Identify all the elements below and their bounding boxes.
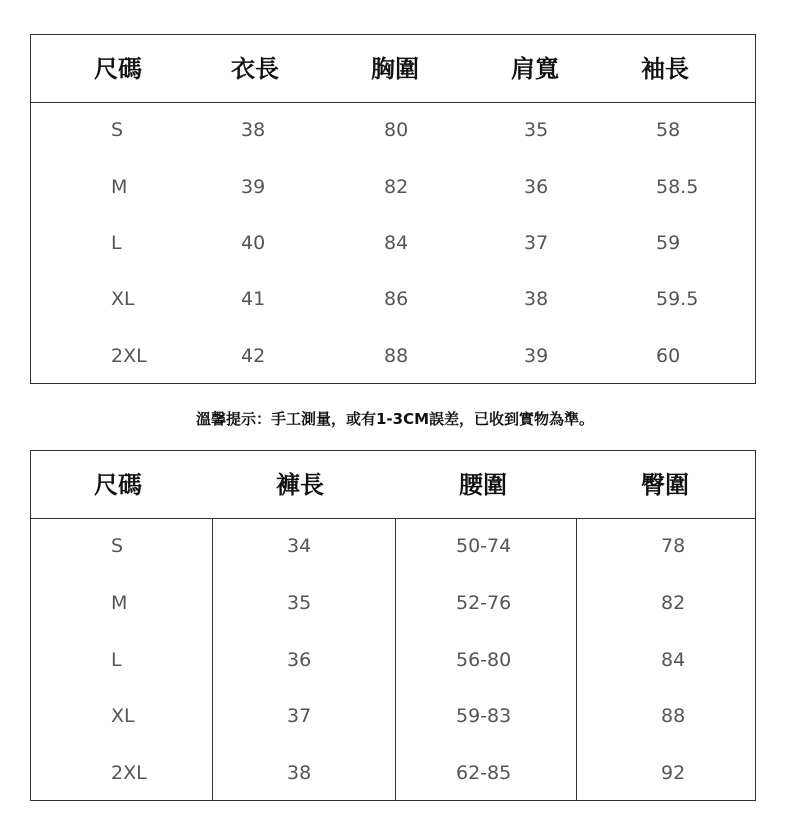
- table-cell: 2XL: [111, 761, 147, 784]
- table-cell: 78: [661, 535, 686, 558]
- table-cell: S: [111, 119, 124, 142]
- table-cell: 84: [661, 648, 686, 671]
- table-cell: 35: [524, 119, 549, 142]
- table-cell: 40: [241, 232, 266, 254]
- table-cell: 2XL: [111, 344, 147, 367]
- table-cell: 59-83: [456, 705, 512, 728]
- table-cell: 39: [241, 175, 266, 198]
- table-cell: 62-85: [456, 761, 512, 784]
- table-cell: M: [111, 175, 128, 198]
- table-cell: 36: [524, 175, 549, 198]
- table-cell: 58: [656, 119, 681, 142]
- table-cell: 37: [524, 232, 549, 254]
- column-header: 尺碼: [94, 471, 142, 499]
- table-cell: 82: [384, 175, 409, 198]
- table-cell: 50-74: [456, 535, 512, 558]
- table-cell: 59: [656, 232, 681, 254]
- column-divider: [395, 518, 396, 800]
- table-cell: 35: [287, 591, 312, 614]
- column-header: 胸圍: [371, 55, 419, 83]
- table-cell: 86: [384, 288, 409, 311]
- column-header: 肩寬: [511, 55, 559, 83]
- table-cell: L: [111, 232, 122, 254]
- column-header: 臀圍: [641, 471, 689, 499]
- table-cell: 41: [241, 288, 266, 311]
- column-header: 褲長: [276, 471, 324, 499]
- table-cell: 38: [287, 761, 312, 784]
- column-header: 尺碼: [94, 55, 142, 83]
- table-cell: 84: [384, 232, 409, 254]
- table-cell: 59.5: [656, 288, 699, 311]
- table-cell: 82: [661, 591, 686, 614]
- table-cell: XL: [111, 705, 135, 728]
- bottom-size-table: [30, 450, 756, 801]
- column-divider: [576, 518, 577, 800]
- top-size-table: [30, 34, 756, 384]
- table-cell: 56-80: [456, 648, 512, 671]
- table-cell: 37: [287, 705, 312, 728]
- table-cell: M: [111, 591, 128, 614]
- table-cell: 88: [384, 344, 409, 367]
- table-cell: XL: [111, 288, 135, 311]
- table-cell: 42: [241, 344, 266, 367]
- table-cell: S: [111, 535, 124, 558]
- column-header: 袖長: [641, 55, 689, 83]
- table-cell: 92: [661, 761, 686, 784]
- table-cell: 88: [661, 705, 686, 728]
- table-cell: 58.5: [656, 175, 699, 198]
- measurement-note: 溫馨提示：手工測量，或有1-3CM誤差，已收到實物為準。: [195, 410, 595, 428]
- column-header: 衣長: [231, 55, 279, 83]
- table-cell: 80: [384, 119, 409, 142]
- table-cell: 36: [287, 648, 312, 671]
- column-divider: [212, 518, 213, 800]
- table-cell: 60: [656, 344, 681, 367]
- column-header: 腰圍: [459, 471, 507, 499]
- table-cell: 39: [524, 344, 549, 367]
- table-cell: 38: [241, 119, 266, 142]
- table-cell: L: [111, 648, 122, 671]
- table-cell: 38: [524, 288, 549, 311]
- table-cell: 34: [287, 535, 312, 558]
- table-cell: 52-76: [456, 591, 512, 614]
